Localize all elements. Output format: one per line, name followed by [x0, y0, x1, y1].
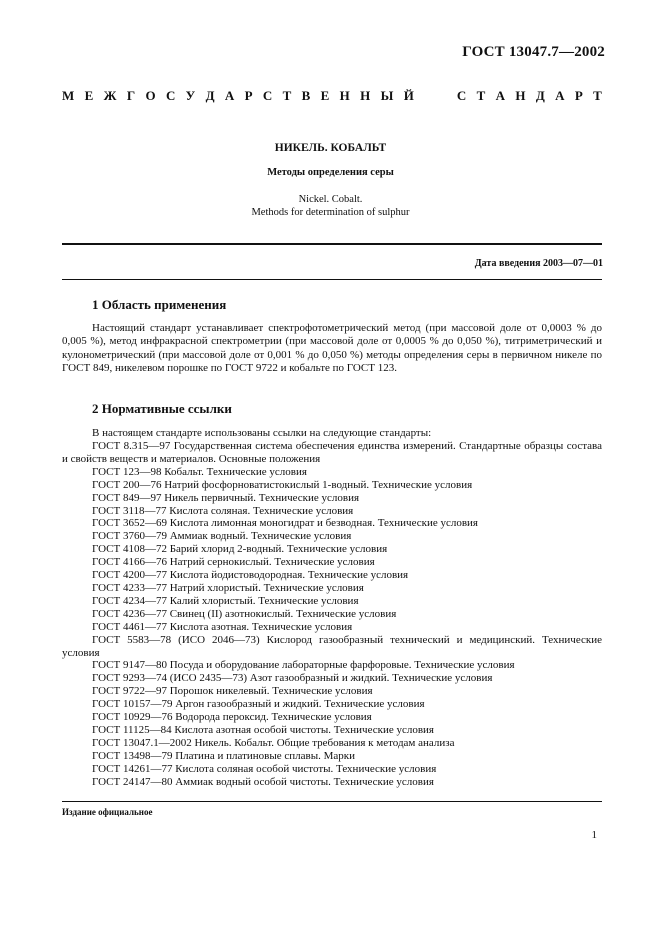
- introduction-date: Дата введения 2003—07—01: [474, 258, 603, 269]
- footer-rule: [62, 801, 602, 802]
- header-letter: [424, 88, 430, 104]
- english-title: [0, 193, 661, 219]
- header-letter: Д: [205, 88, 215, 103]
- header-banner: [62, 88, 602, 104]
- reference-item: ГОСТ 10157—79 Аргон газообразный и жидкий. Технические условия: [92, 698, 425, 711]
- reference-item: ГОСТ 9293—74 (ИСО 2435—73) Азот газообразный и жидкий. Технические условия: [92, 672, 493, 685]
- header-letter: С: [456, 88, 467, 103]
- header-letter: У: [185, 88, 196, 103]
- reference-item: ГОСТ 9147—80 Посуда и оборудование лабораторные фарфоровые. Технические условия: [92, 659, 515, 672]
- header-letter: В: [301, 88, 311, 103]
- header-letter: Р: [574, 88, 583, 103]
- header-letter: Й: [403, 88, 414, 103]
- reference-item: ГОСТ 4233—77 Натрий хлористый. Технические условия: [92, 581, 364, 594]
- reference-item: ГОСТ 10929—76 Водорода пероксид. Технические условия: [92, 711, 372, 724]
- header-letter: Е: [84, 88, 94, 103]
- header-letter: Т: [282, 88, 292, 103]
- header-letter: Ж: [103, 88, 117, 103]
- reference-item: ГОСТ 4234—77 Калий хлористый. Технические условия: [92, 594, 359, 607]
- header-letter: С: [165, 88, 176, 103]
- reference-item: ГОСТ 4236—77 Свинец (II) азотнокислый. Технические условия: [92, 607, 397, 620]
- section-1-paragraph: Настоящий стандарт устанавливает спектрофотометрический метод (при массовой доле от 0,0003 % до 0,005 %), метод инфракрасной спектрометрии (при массовой доле от 0,0005 % до 0,050 %), титриметрический и кулонометрический (при массовой доле от 0,001 % до 0,050 %) методы определения серы в первичном никеле по ГОСТ 849, никелевом порошке по ГОСТ 9722 и кобальте по ГОСТ 123.: [62, 322, 602, 375]
- reference-item: ГОСТ 13498—79 Платина и платиновые сплавы. Марки: [92, 749, 355, 762]
- header-letter: С: [262, 88, 273, 103]
- header-letter: А: [555, 88, 565, 103]
- section-2-intro: В настоящем стандарте использованы ссылки на следующие стандарты:: [92, 427, 432, 439]
- english-title-line-1: Nickel. Cobalt.: [298, 194, 363, 205]
- reference-item: ГОСТ 14261—77 Кислота соляная особой чистоты. Технические условия: [92, 762, 437, 775]
- header-letter: О: [145, 88, 156, 103]
- header-letter: Н: [360, 88, 371, 103]
- header-letter: [441, 88, 447, 104]
- reference-item: ГОСТ 24147—80 Аммиак водный особой чистоты. Технические условия: [92, 775, 434, 788]
- header-letter: Р: [244, 88, 253, 103]
- top-rule: [62, 243, 602, 245]
- header-letter: Д: [535, 88, 545, 103]
- document-subtitle: Методы определения серы: [267, 167, 394, 178]
- section-1-heading: 1 Область применения: [92, 297, 227, 312]
- reference-item: ГОСТ 3118—77 Кислота соляная. Технические условия: [92, 504, 354, 517]
- reference-item: ГОСТ 11125—84 Кислота азотная особой чистоты. Технические условия: [92, 723, 434, 736]
- reference-item: ГОСТ 849—97 Никель первичный. Технические условия: [92, 491, 360, 504]
- header-letter: Е: [320, 88, 330, 103]
- header-letter: А: [495, 88, 506, 103]
- reference-item: ГОСТ 3760—79 Аммиак водный. Технические условия: [92, 530, 352, 543]
- header-letter: Н: [515, 88, 526, 103]
- header-letter: Г: [126, 88, 136, 103]
- reference-item: ГОСТ 4200—77 Кислота йодистоводородная. Технические условия: [92, 569, 409, 582]
- header-letter: А: [224, 88, 235, 103]
- reference-item: ГОСТ 4166—76 Натрий сернокислый. Технические условия: [92, 556, 375, 569]
- reference-item: ГОСТ 123—98 Кобальт. Технические условия: [92, 465, 307, 478]
- header-letter: Т: [593, 88, 602, 103]
- reference-item: ГОСТ 5583—78 (ИСО 2046—73) Кислород газообразный технический и медицинский. Технические условия: [62, 633, 602, 659]
- reference-item: ГОСТ 200—76 Натрий фосфорноватистокислый 1-водный. Технические условия: [92, 478, 473, 491]
- reference-item: ГОСТ 8.315—97 Государственная система обеспечения единства измерений. Стандартные образцы состава и свойств веществ и материалов. Основные положения: [62, 440, 602, 465]
- english-title-line-2: Methods for determination of sulphur: [251, 207, 410, 218]
- reference-item: ГОСТ 9722—97 Порошок никелевый. Технические условия: [92, 685, 373, 698]
- section-1-text: [62, 322, 602, 376]
- reference-item: ГОСТ 3652—69 Кислота лимонная моногидрат и безводная. Технические условия: [92, 517, 478, 530]
- header-letter: М: [62, 88, 75, 103]
- references-list: [62, 440, 602, 788]
- reference-item: ГОСТ 4108—72 Барий хлорид 2-водный. Технические условия: [92, 543, 388, 556]
- header-letter: Ы: [380, 88, 394, 103]
- document-number: ГОСТ 13047.7—2002: [462, 44, 605, 60]
- header-letter: Т: [476, 88, 486, 103]
- section-2-heading: 2 Нормативные ссылки: [92, 401, 232, 416]
- reference-item: ГОСТ 4461—77 Кислота азотная. Технические условия: [92, 620, 353, 633]
- page-number: 1: [591, 829, 597, 841]
- edition-label: Издание официальное: [62, 807, 153, 817]
- document-title: НИКЕЛЬ. КОБАЛЬТ: [274, 142, 387, 154]
- reference-item: ГОСТ 13047.1—2002 Никель. Кобальт. Общие требования к методам анализа: [92, 736, 455, 749]
- header-letter: Н: [339, 88, 350, 103]
- date-rule: [62, 279, 602, 280]
